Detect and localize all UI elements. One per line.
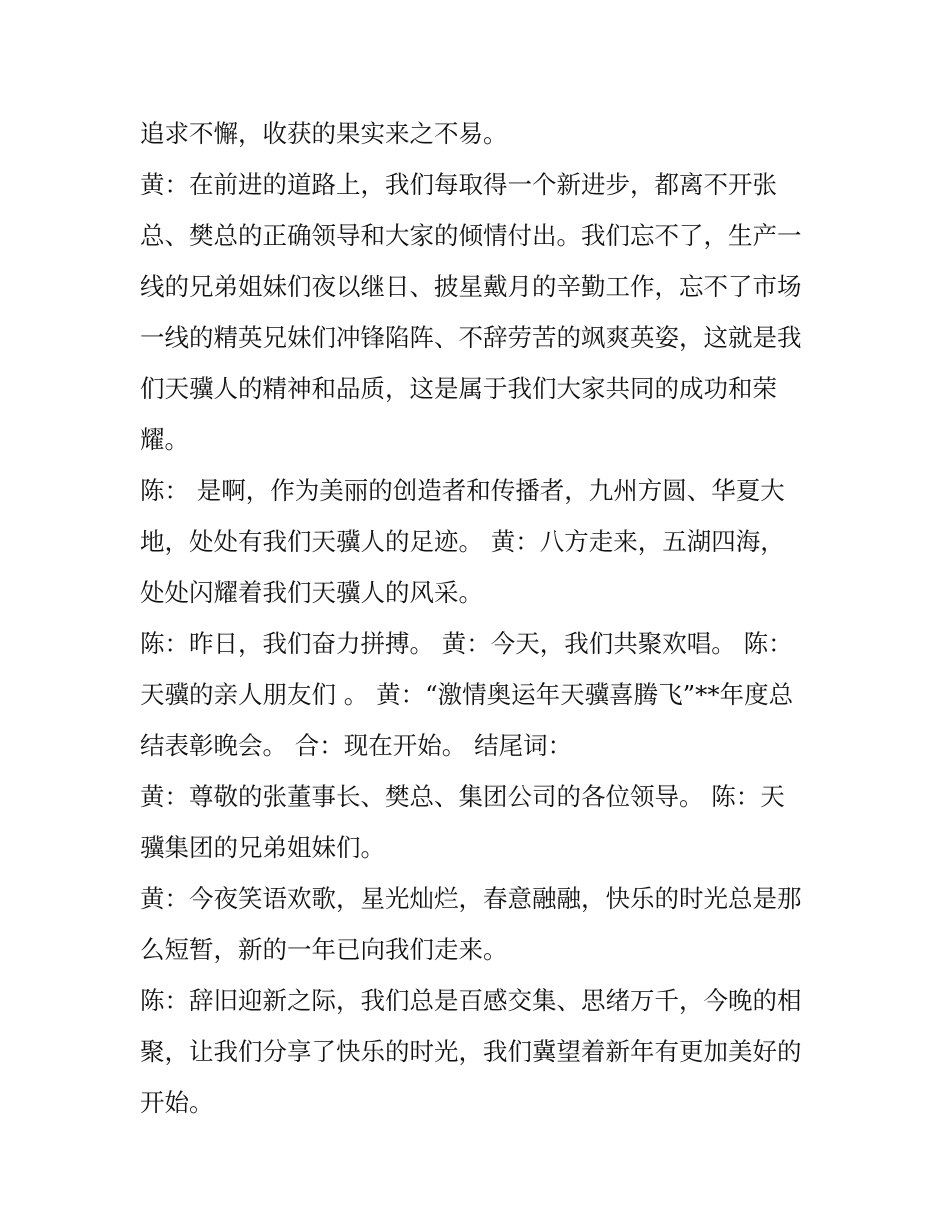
text-line: 们天骥人的精神和品质，这是属于我们大家共同的成功和荣	[140, 374, 777, 403]
text-line: 陈： 是啊，作为美丽的创造者和传播者，九州方圆、华夏大	[140, 476, 785, 505]
document-body	[140, 108, 820, 1128]
text-line: 追求不懈，收获的果实来之不易。	[140, 119, 508, 148]
text-line: 黄：今夜笑语欢歌，星光灿烂，春意融融，快乐的时光总是那	[140, 884, 802, 913]
text-line: 黄：尊敬的张董事长、樊总、集团公司的各位领导。 陈：天	[140, 782, 785, 811]
text-line: 陈：辞旧迎新之际，我们总是百感交集、思绪万千，今晚的相	[140, 986, 802, 1015]
text-line: 处处闪耀着我们天骥人的风采。	[140, 578, 483, 607]
text-line: 骥集团的兄弟姐妹们。	[140, 833, 385, 862]
text-line: 耀。	[140, 425, 189, 454]
text-line: 一线的精英兄妹们冲锋陷阵、不辞劳苦的飒爽英姿，这就是我	[140, 323, 802, 352]
text-line: 陈：昨日，我们奋力拼搏。 黄：今天，我们共聚欢唱。 陈：	[140, 629, 793, 658]
text-line: 地，处处有我们天骥人的足迹。 黄：八方走来，五湖四海，	[140, 527, 785, 556]
text-line: 么短暂，新的一年已向我们走来。	[140, 935, 508, 964]
text-line: 结表彰晚会。 合：现在开始。 结尾词：	[140, 731, 573, 760]
text-line: 总、樊总的正确领导和大家的倾情付出。我们忘不了，生产一	[140, 221, 802, 250]
text-line: 黄：在前进的道路上，我们每取得一个新进步，都离不开张	[140, 170, 777, 199]
text-line: 线的兄弟姐妹们夜以继日、披星戴月的辛勤工作，忘不了市场	[140, 272, 802, 301]
text-line: 开始。	[140, 1088, 214, 1117]
text-line: 聚，让我们分享了快乐的时光，我们冀望着新年有更加美好的	[140, 1037, 802, 1066]
text-line: 天骥的亲人朋友们 。 黄：“激情奥运年天骥喜腾飞”**年度总	[140, 680, 794, 709]
